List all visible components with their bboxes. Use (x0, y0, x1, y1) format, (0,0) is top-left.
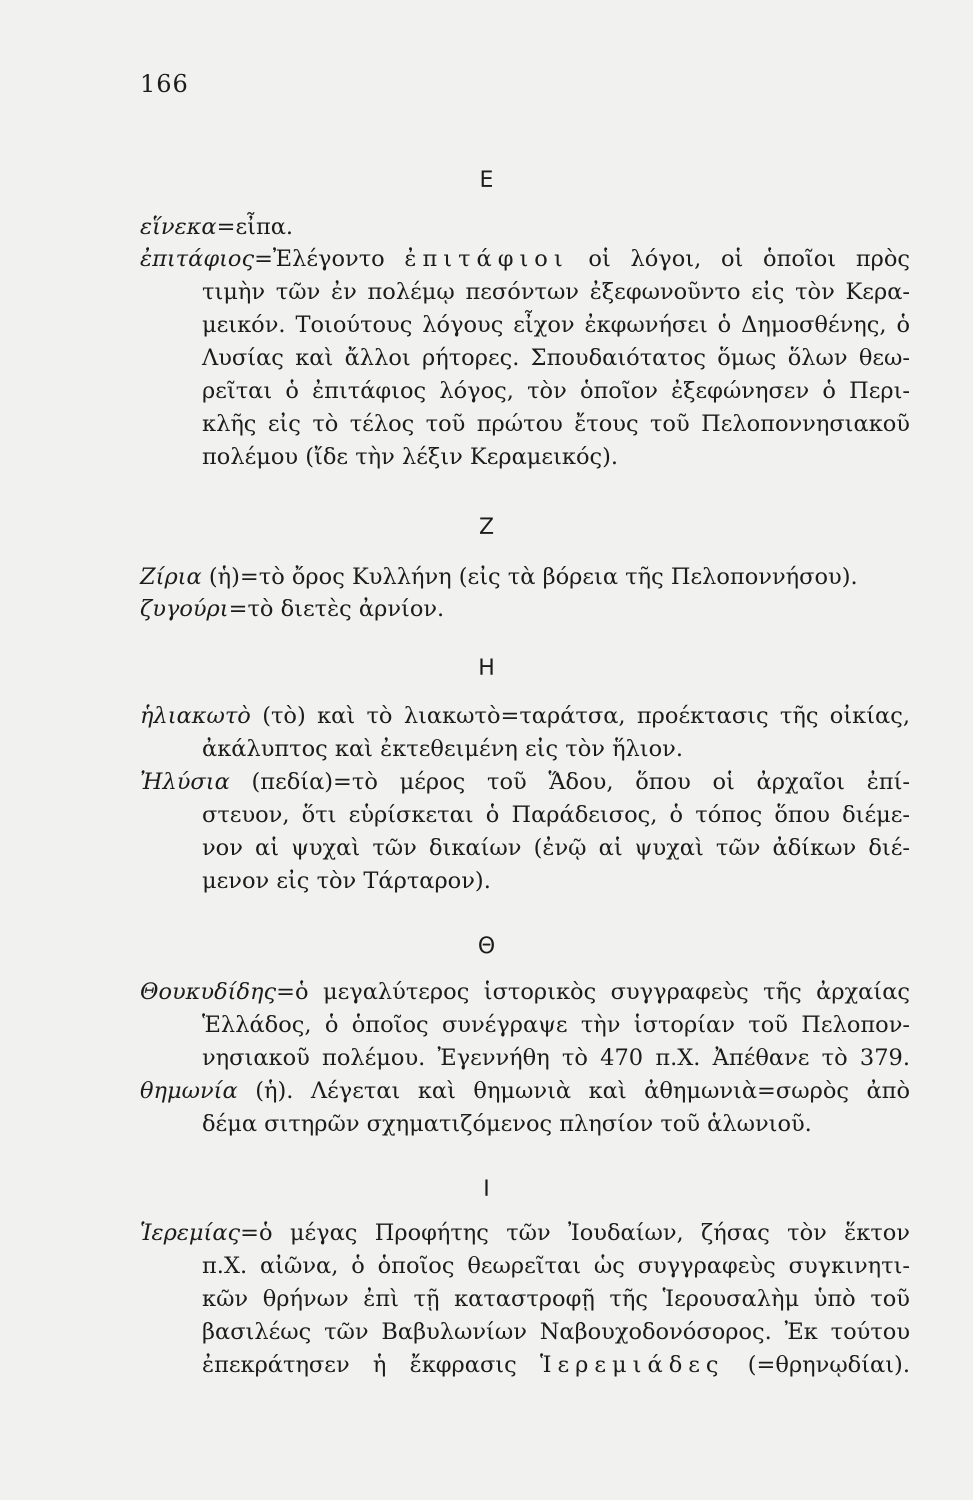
section-letter-zeta: Ζ (478, 515, 495, 540)
entry-spaced-text: Ἱερεμιάδες (539, 1352, 725, 1378)
entry-line (140, 1218, 910, 1248)
entry-line: τιμὴν τῶν ἐν πολέμῳ πεσόντων ἐξεφωνοῦντο εἰς τὸν Κερα- (202, 279, 910, 305)
entry-text: =ὁ μέγας Προφήτης τῶν Ἰουδαίων, ζήσας τὸν ἕκτον (240, 1220, 910, 1246)
entry-term: Ζίρια (140, 564, 202, 590)
entry-line: κῶν θρήνων ἐπὶ τῇ καταστροφῇ τῆς Ἱερουσαλὴμ ὑπὸ τοῦ (202, 1286, 910, 1312)
section-letter-epsilon: Ε (479, 168, 494, 193)
entry-line: Λυσίας καὶ ἄλλοι ρήτορες. Σπουδαιότατος ὅμως ὅλων θεω- (202, 345, 910, 371)
entry-line: Ἑλλάδος, ὁ ὁποῖος συνέγραψε τὴν ἱστορίαν τοῦ Πελοπον- (202, 1012, 910, 1038)
entry-line: ρεῖται ὁ ἐπιτάφιος λόγος, τὸν ὁποῖον ἐξεφώνησεν ὁ Περι- (202, 378, 910, 404)
section-letter-theta: Θ (477, 934, 496, 959)
entry-line: π.Χ. αἰῶνα, ὁ ὁποῖος θεωρεῖται ὡς συγγραφεὺς συγκινητι- (202, 1253, 910, 1279)
entry-text: =ὁ μεγαλύτερος ἱστορικὸς συγγραφεὺς τῆς ἀρχαίας (276, 979, 910, 1005)
entry-term: ἐπιτάφιος (140, 246, 255, 272)
entry-line: μεικόν. Τοιούτους λόγους εἶχον ἐκφωνήσει ὁ Δημοσθένης, ὁ (202, 312, 910, 338)
entry-text: =Ἐλέγοντο (254, 246, 405, 272)
section-letter-iota: Ι (483, 1177, 490, 1202)
section-letter-eta: Η (478, 656, 495, 681)
entry-line (140, 562, 858, 592)
entry-line: μενον εἰς τὸν Τάρταρον). (202, 868, 491, 894)
entry-line: κλῆς εἰς τὸ τέλος τοῦ πρώτου ἔτους τοῦ Πελοποννησιακοῦ (202, 411, 910, 437)
entry-text: (ἡ). Λέγεται καὶ θημωνιὰ καὶ ἀθημωνιὰ=σωρὸς ἀπὸ (237, 1078, 910, 1104)
entry-term: ζυγούρι (140, 596, 229, 622)
entry-text: οἱ λόγοι, οἱ ὁποῖοι πρὸς (568, 246, 910, 272)
entry-term: ἡλιακωτὸ (140, 703, 251, 729)
entry-text: (ἡ)=τὸ ὄρος Κυλλήνη (εἰς τὰ βόρεια τῆς Πελοποννήσου). (201, 564, 858, 590)
entry-term: Ἱερεμίας (140, 1220, 241, 1246)
entry-line (140, 1076, 910, 1106)
entry-text: (πεδία)=τὸ μέρος τοῦ Ἅδου, ὅπου οἱ ἀρχαῖοι ἐπί- (229, 769, 910, 795)
entry-line: βασιλέως τῶν Βαβυλωνίων Ναβουχοδονόσορος. Ἐκ τούτου (202, 1319, 910, 1345)
entry-line (140, 977, 910, 1007)
entry-spaced-text: ἐπιτάφιοι (404, 246, 569, 272)
entry-line: νον αἱ ψυχαὶ τῶν δικαίων (ἐνῷ αἱ ψυχαὶ τῶν ἀδίκων διέ- (202, 835, 910, 861)
entry-line: ἀκάλυπτος καὶ ἐκτεθειμένη εἰς τὸν ἥλιον. (202, 736, 684, 762)
entry-line (140, 701, 910, 731)
entry-term: εἵνεκα (140, 214, 217, 240)
entry-line (140, 212, 293, 242)
entry-text: (τὸ) καὶ τὸ λιακωτὸ=ταράτσα, προέκτασις τῆς οἰκίας, (250, 703, 910, 729)
entry-text: =τὸ διετὲς ἀρνίον. (228, 596, 445, 622)
entry-text: =εἶπα. (216, 214, 294, 240)
entry-text: ἐπεκράτησεν ἡ ἔκφρασις (202, 1352, 540, 1378)
entry-line: δέμα σιτηρῶν σχηματιζόμενος πλησίον τοῦ ἁλωνιοῦ. (202, 1111, 812, 1137)
entry-term: θημωνία (140, 1078, 238, 1104)
entry-line: νησιακοῦ πολέμου. Ἐγεννήθη τὸ 470 π.Χ. Ἀπέθανε τὸ 379. (202, 1045, 910, 1071)
entry-line (140, 594, 444, 624)
entry-term: Θουκυδίδης (140, 979, 277, 1005)
entry-line (202, 1350, 910, 1380)
entry-text: (=θρηνῳδίαι). (724, 1352, 910, 1378)
entry-term: Ἠλύσια (140, 769, 230, 795)
entry-line (140, 767, 910, 797)
page-number: 166 (140, 70, 189, 98)
entry-line: πολέμου (ἴδε τὴν λέξιν Κεραμεικός). (202, 444, 619, 470)
entry-line (140, 244, 910, 274)
entry-line: στευον, ὅτι εὑρίσκεται ὁ Παράδεισος, ὁ τόπος ὅπου διέμε- (202, 802, 910, 828)
